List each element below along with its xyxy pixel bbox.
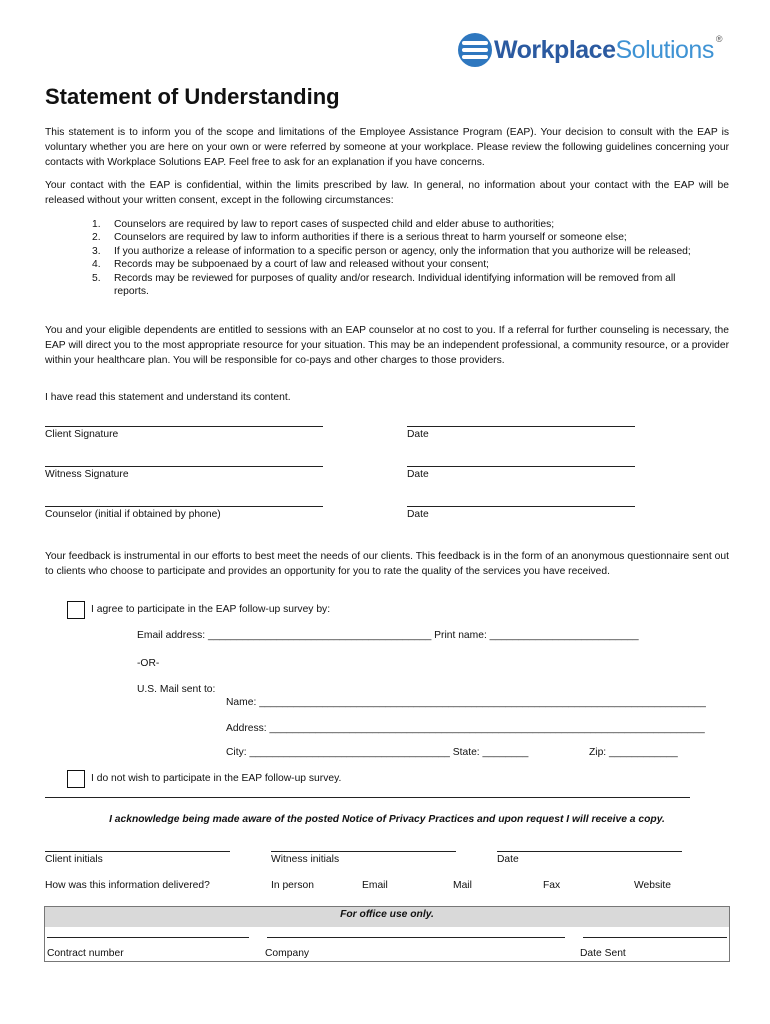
confidentiality-paragraph: Your contact with the EAP is confidential, within the limits prescribed by law. In general, no information about your contact with the EAP will be released without your written consent, except in the following circumstances: xyxy=(45,180,729,206)
delivery-option-website[interactable]: Website xyxy=(634,880,672,891)
witness-signature-label: Witness Signature xyxy=(45,469,129,480)
email-address-field[interactable]: Email address: _______________________________________ Print name: __________________________ xyxy=(137,630,639,641)
list-item: 2. Counselors are required by law to inform authorities if there is a serious threat to harm yourself or someone else; xyxy=(92,232,627,244)
mail-zip-field[interactable]: Zip: ____________ xyxy=(589,747,678,758)
decline-survey-checkbox[interactable] xyxy=(67,770,85,788)
client-signature-label: Client Signature xyxy=(45,429,119,440)
contract-number-label: Contract number xyxy=(47,948,124,959)
privacy-acknowledgement: I acknowledge being made aware of the posted Notice of Privacy Practices and upon request I will receive a copy. xyxy=(109,814,665,825)
mail-label: U.S. Mail sent to: xyxy=(137,684,216,695)
agree-survey-label: I agree to participate in the EAP follow-up survey by: xyxy=(91,604,331,615)
logo-wordmark xyxy=(494,36,714,65)
date-sent-line[interactable] xyxy=(583,937,727,938)
list-item: 5. Records may be reviewed for purposes of quality and/or research. Individual identifying information will be removed from all reports. xyxy=(92,272,676,298)
client-initials-line[interactable] xyxy=(45,851,230,852)
section-divider xyxy=(45,797,690,798)
mail-address-field[interactable]: Address: ____________________________________________________________________________ xyxy=(226,723,705,734)
counselor-signature-line[interactable] xyxy=(45,506,323,507)
witness-date-line[interactable] xyxy=(407,466,635,467)
logo-word-solutions: Solutions xyxy=(615,35,714,64)
company-line[interactable] xyxy=(267,937,565,938)
date-sent-label: Date Sent xyxy=(580,948,626,959)
logo-word-workplace: Workplace xyxy=(494,35,616,64)
witness-date-label: Date xyxy=(407,469,429,480)
witness-initials-label: Witness initials xyxy=(271,854,340,865)
workplace-solutions-logo xyxy=(458,30,722,70)
sessions-paragraph: You and your eligible dependents are entitled to sessions with an EAP counselor at no cost to you. If a referral for further counseling is necessary, the EAP will direct you to the most appropriate resource for your situation. This may be an independent professional, a community resource, or a provider within your healthcare plan. You will be responsible for co-pays and other charges to those providers. xyxy=(45,325,729,366)
initials-date-line[interactable] xyxy=(497,851,682,852)
or-separator: -OR- xyxy=(137,658,160,669)
logo-mark-icon xyxy=(458,33,492,67)
agree-survey-checkbox[interactable] xyxy=(67,601,85,619)
mail-name-field[interactable]: Name: ______________________________________________________________________________ xyxy=(226,697,706,708)
client-date-label: Date xyxy=(407,429,429,440)
contract-number-line[interactable] xyxy=(47,937,249,938)
circumstances-list xyxy=(92,218,692,298)
list-item: 3. If you authorize a release of information to a specific person or agency, only the information that you authorize will be released; xyxy=(92,245,691,257)
counselor-date-label: Date xyxy=(407,509,429,520)
intro-paragraph: This statement is to inform you of the scope and limitations of the Employee Assistance Program (EAP). Your decision to consult with the EAP is voluntary whether you are here on your own or were referred by someone at your workplace. Please review the following guidelines concerning your contacts with Workplace Solutions EAP. Feel free to ask for an explanation if you have concerns. xyxy=(45,127,729,168)
office-use-box xyxy=(44,906,730,962)
mail-city-state-field[interactable]: City: ___________________________________ State: ________ xyxy=(226,747,529,758)
list-item: 1. Counselors are required by law to report cases of suspected child and elder abuse to authorities; xyxy=(92,219,555,230)
list-item: 4. Records may be subpoenaed by a court of law and released without your consent; xyxy=(92,259,489,271)
delivery-option-mail[interactable]: Mail xyxy=(453,880,472,891)
office-use-heading: For office use only. xyxy=(45,907,729,927)
counselor-signature-label: Counselor (initial if obtained by phone) xyxy=(45,509,221,520)
registered-mark: ® xyxy=(715,34,723,44)
delivery-option-fax[interactable]: Fax xyxy=(543,880,561,891)
company-label: Company xyxy=(265,948,310,959)
decline-survey-label: I do not wish to participate in the EAP follow-up survey. xyxy=(91,773,342,784)
client-date-line[interactable] xyxy=(407,426,635,427)
witness-initials-line[interactable] xyxy=(271,851,456,852)
client-signature-line[interactable] xyxy=(45,426,323,427)
delivery-option-in-person[interactable]: In person xyxy=(271,880,314,891)
witness-signature-line[interactable] xyxy=(45,466,323,467)
counselor-date-line[interactable] xyxy=(407,506,635,507)
client-initials-label: Client initials xyxy=(45,854,103,865)
delivery-option-email[interactable]: Email xyxy=(362,880,388,891)
feedback-paragraph: Your feedback is instrumental in our efforts to best meet the needs of our clients. This feedback is in the form of an anonymous questionnaire sent out to clients who choose to participate and provides an opportunity for you to rate the quality of the services you have received. xyxy=(45,551,729,577)
delivery-question: How was this information delivered? xyxy=(45,880,210,891)
page-title: Statement of Understanding xyxy=(45,84,340,109)
initials-date-label: Date xyxy=(497,854,519,865)
read-statement: I have read this statement and understand its content. xyxy=(45,392,291,403)
